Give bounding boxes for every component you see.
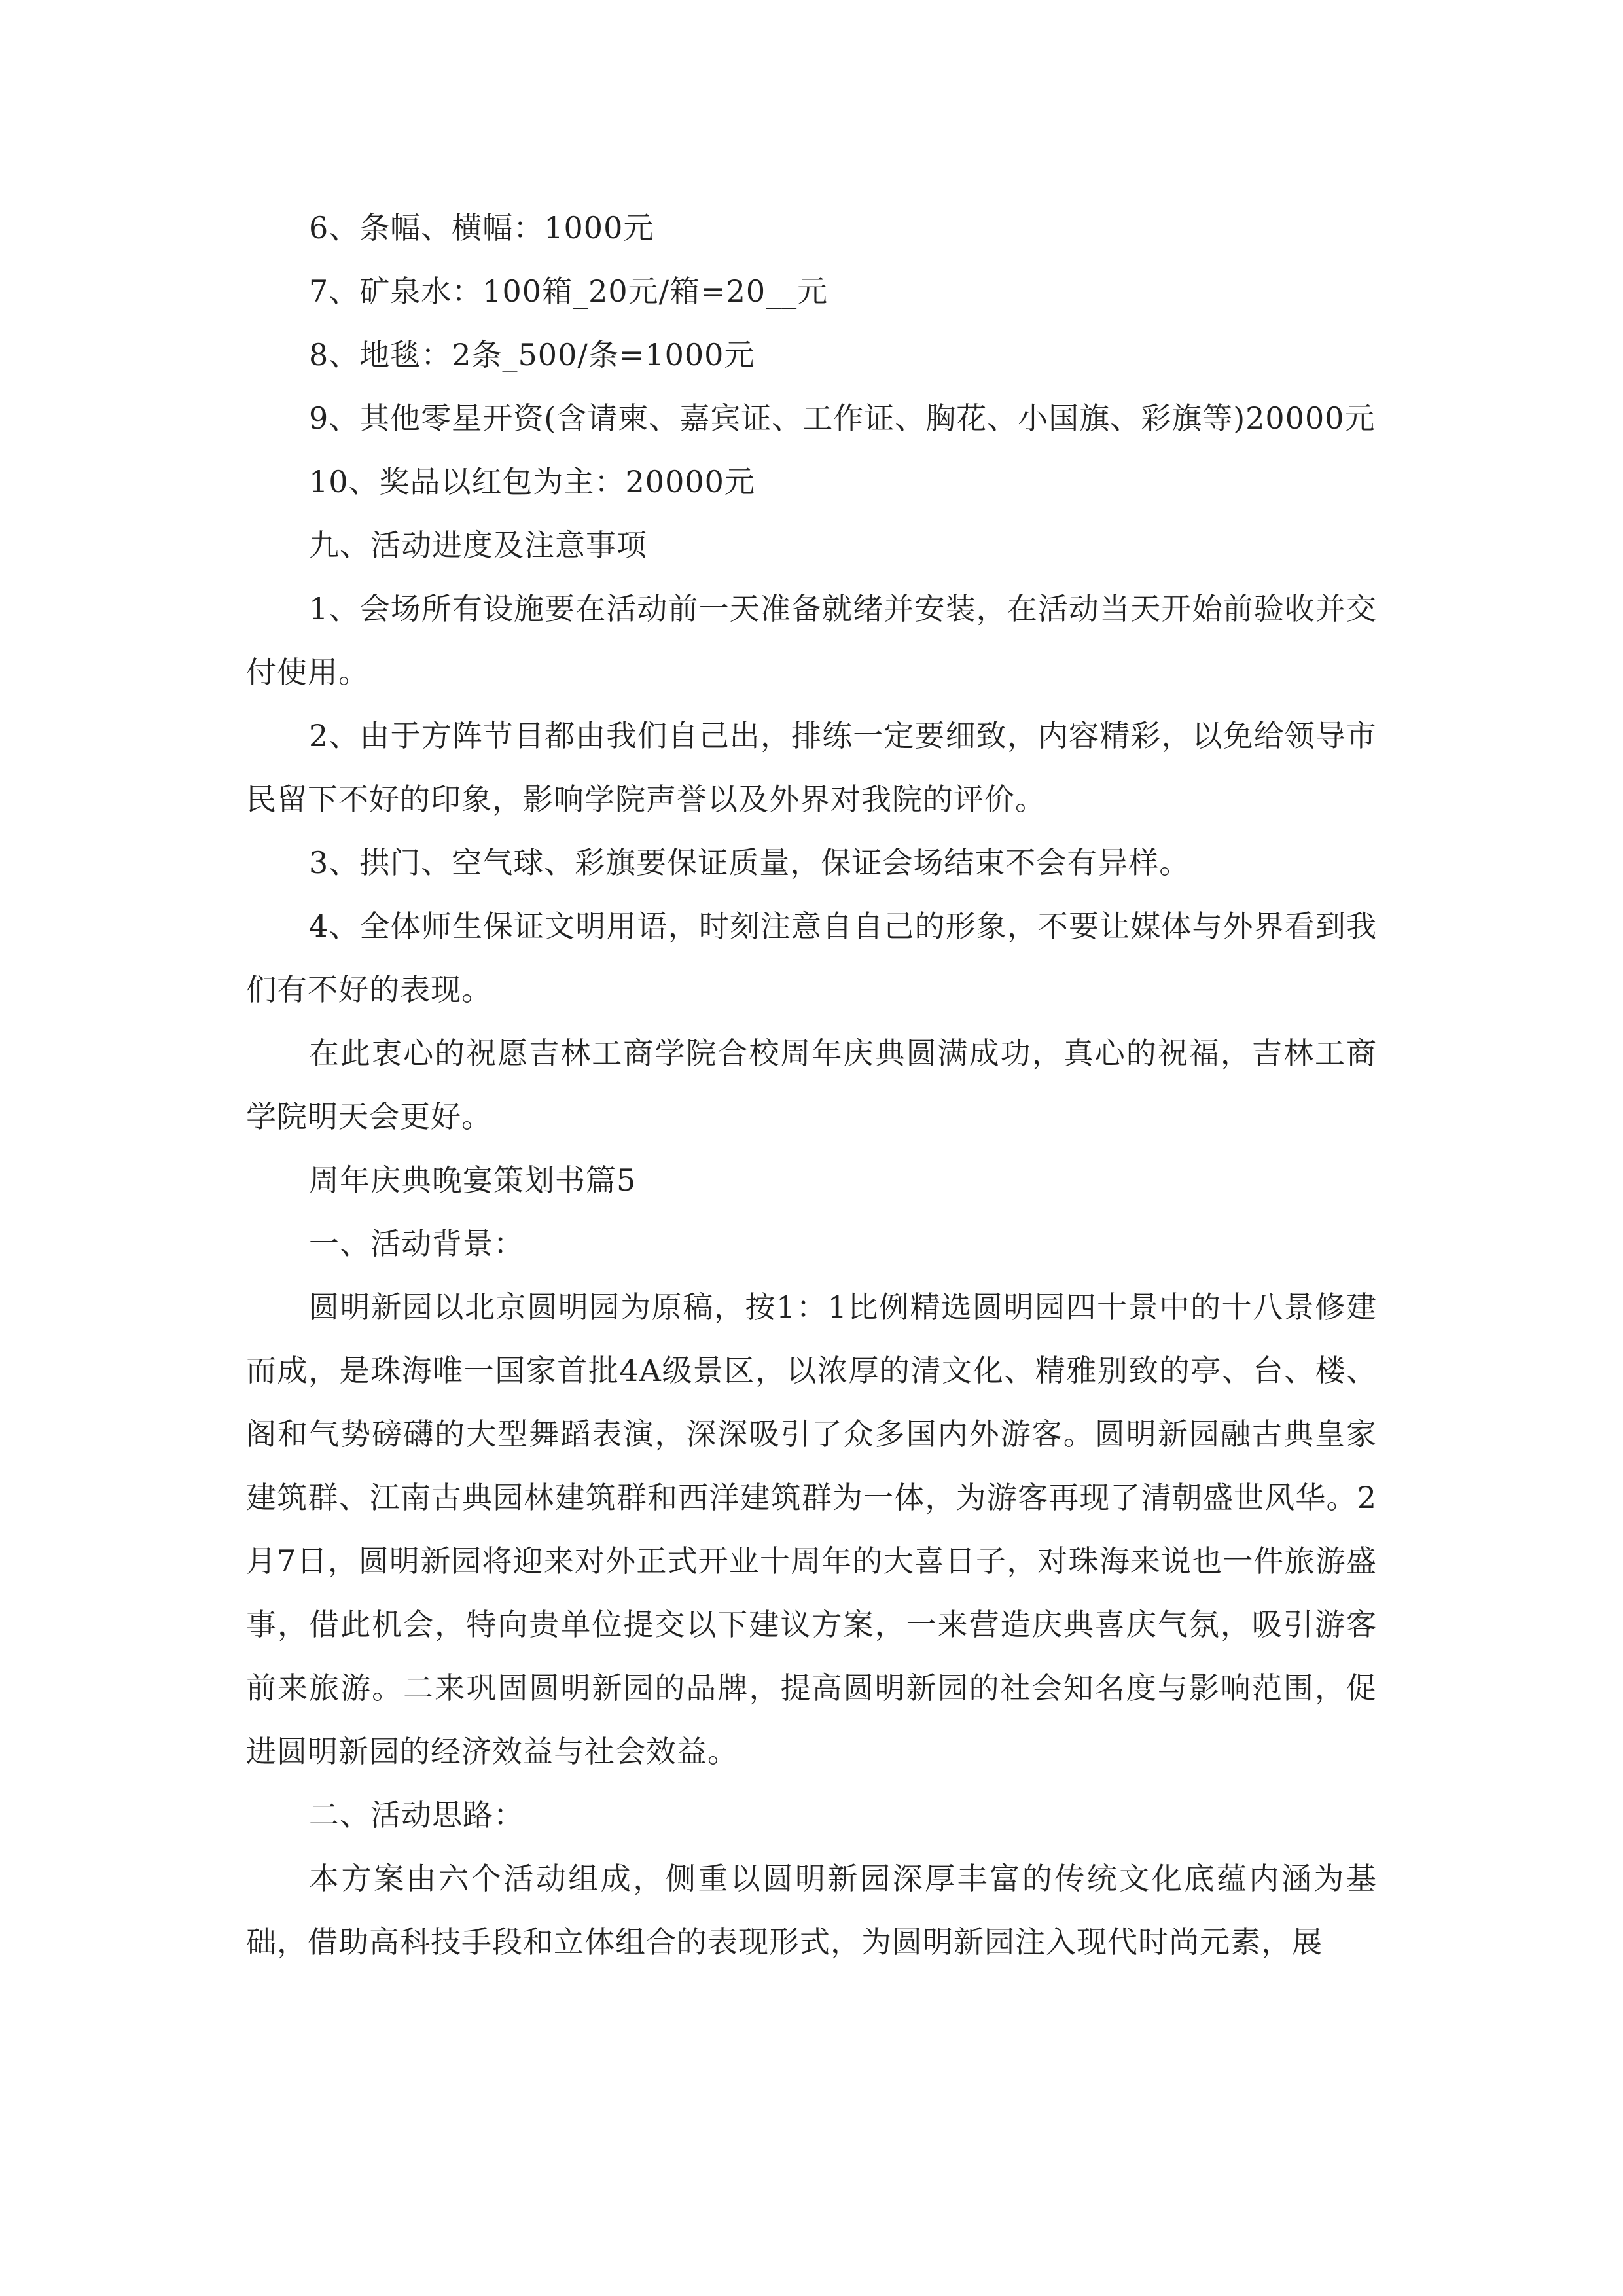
paragraph-background: 圆明新园以北京圆明园为原稿，按1：1比例精选圆明园四十景中的十八景修建而成，是珠海唯一国家首批4A级景区，以浓厚的清文化、精雅别致的亭、台、楼、阁和气势磅礴的大型舞蹈表演，深深吸引了众多国内外游客。圆明新园融古典皇家建筑群、江南古典园林建筑群和西洋建筑群为一体，为游客再现了清朝盛世风华。2月7日，圆明新园将迎来对外正式开业十周年的大喜日子，对珠海来说也一件旅游盛事，借此机会，特向贵单位提交以下建议方案，一来营造庆典喜庆气氛，吸引游客前来旅游。二来巩固圆明新园的品牌，提高圆明新园的社会知名度与影响范围，促进圆明新园的经济效益与社会效益。 xyxy=(246,1289,1377,1769)
paragraph-note-3: 3、拱门、空气球、彩旗要保证质量，保证会场结束不会有异样。 xyxy=(309,845,1190,880)
paragraph-budget-item-6: 6、条幅、横幅：1000元 xyxy=(309,210,654,245)
paragraph-note-1: 1、会场所有设施要在活动前一天准备就绪并安装，在活动当天开始前验收并交付使用。 xyxy=(246,591,1377,690)
paragraph-budget-item-8: 8、地毯：2条_500/条=1000元 xyxy=(309,337,755,372)
paragraph-budget-item-7: 7、矿泉水：100箱_20元/箱=20__元 xyxy=(309,274,829,309)
article-title-part-5: 周年庆典晚宴策划书篇5 xyxy=(309,1162,637,1198)
paragraph-budget-item-10: 10、奖品以红包为主：20000元 xyxy=(309,464,755,499)
section-heading-schedule: 九、活动进度及注意事项 xyxy=(309,528,647,563)
document-body xyxy=(246,196,1377,1974)
section-heading-background: 一、活动背景： xyxy=(309,1226,524,1261)
paragraph-note-4: 4、全体师生保证文明用语，时刻注意自自己的形象，不要让媒体与外界看到我们有不好的表现。 xyxy=(246,908,1377,1007)
paragraph-budget-item-9: 9、其他零星开资(含请柬、嘉宾证、工作证、胸花、小国旗、彩旗等)20000元 xyxy=(309,401,1376,436)
paragraph-note-2: 2、由于方阵节目都由我们自己出，排练一定要细致，内容精彩，以免给领导市民留下不好的印象，影响学院声誉以及外界对我院的评价。 xyxy=(246,718,1377,817)
paragraph-closing-wish: 在此衷心的祝愿吉林工商学院合校周年庆典圆满成功，真心的祝福，吉林工商学院明天会更好。 xyxy=(246,1035,1377,1134)
section-heading-approach: 二、活动思路： xyxy=(309,1797,524,1833)
paragraph-approach: 本方案由六个活动组成，侧重以圆明新园深厚丰富的传统文化底蕴内涵为基础，借助高科技手段和立体组合的表现形式，为圆明新园注入现代时尚元素，展 xyxy=(246,1861,1377,1960)
